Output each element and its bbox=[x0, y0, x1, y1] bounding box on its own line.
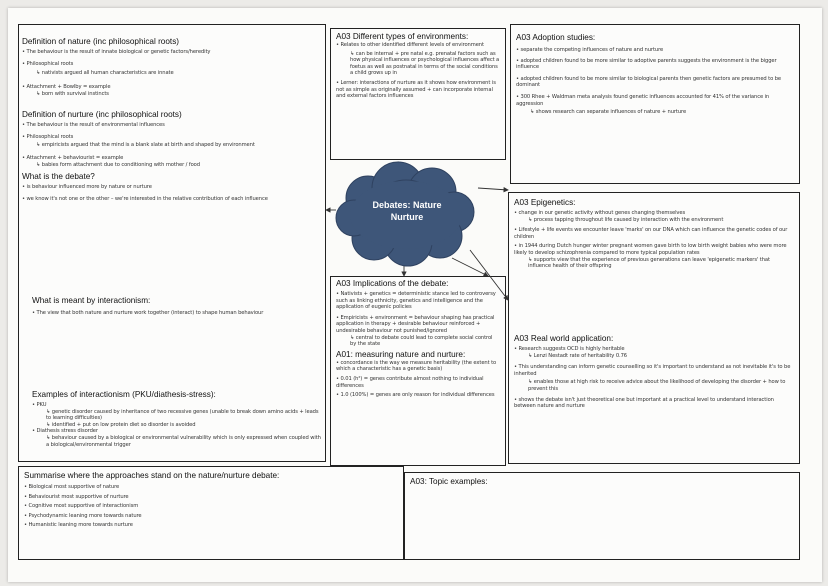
summary-line: • Behaviourist most supportive of nurture bbox=[24, 493, 129, 500]
summary-line: • Biological most supportive of nature bbox=[24, 484, 120, 490]
nurture-heading: Definition of nurture (inc philosophical roots) bbox=[22, 109, 182, 119]
summary-heading: Summarise where the approaches stand on the nature/nurture debate: bbox=[24, 471, 280, 480]
nature-line: • Philosophical roots bbox=[22, 60, 74, 67]
topic-examples-heading: A03: Topic examples: bbox=[410, 477, 488, 486]
environments-line: • Lerner: interactions of nurture as it shows how environment is not as simple as originally assumed + can incorporate internal and external factors influences bbox=[336, 79, 496, 100]
real-world-line: ↳ enables those at high risk to receive advice about the likelihood of developing the disorder + how to prevent this bbox=[528, 379, 786, 392]
examples-line: ↳ identified + put on low protein diet so disorder is avoided bbox=[46, 421, 196, 428]
nurture-line: ↳ empiricists argued that the mind is a blank slate at birth and shaped by environment bbox=[36, 142, 255, 149]
epigenetics-line: • in 1944 during Dutch hunger winter pregnant women gave birth to low birth weight babies who were more likely to develop schizophrenia compared to more typical population rates bbox=[514, 243, 787, 256]
examples-line: ↳ behaviour caused by a biological or environmental vulnerability which is only expressed when coupled with a biological/environmental trigger bbox=[46, 434, 321, 448]
nurture-line: ↳ babies form attachment due to conditioning with mother / food bbox=[36, 162, 200, 169]
examples-line: • PKU bbox=[32, 402, 47, 408]
real-world-line: • Research suggests OCD is highly heritable bbox=[514, 346, 625, 352]
debate-heading: What is the debate? bbox=[22, 171, 95, 181]
adoption-line: • 300 Rhee + Waldman meta analysis found genetic influences accounted for 41% of the variance in aggression bbox=[516, 93, 770, 107]
measuring-heading: A01: measuring nature and nurture: bbox=[336, 349, 466, 359]
adoption-line: • separate the competing influences of nature and nurture bbox=[516, 47, 664, 53]
adoption-line: • adopted children found to be more similar to adoptive parents suggests the environment is the bigger influence bbox=[516, 57, 777, 71]
real-world-line: • This understanding can inform genetic counselling so it's important to understand as not inevitable it's to be inherited bbox=[514, 364, 791, 377]
nature-heading: Definition of nature (inc philosophical roots) bbox=[22, 37, 180, 46]
debate-line: • is behaviour influenced more by nature or nurture bbox=[22, 183, 152, 190]
environments-heading: A03 Different types of environments: bbox=[336, 32, 469, 41]
debate-line: • we know it's not one or the other – we're interested in the relative contribution of each influence bbox=[22, 195, 268, 202]
nature-line: ↳ nativists argued all human characteristics are innate bbox=[36, 70, 174, 77]
implications-line: ↳ central to debate could lead to complete social control by the state bbox=[350, 334, 493, 348]
summary-line: • Cognitive most supportive of interactionism bbox=[24, 503, 139, 510]
interactionism-heading: What is meant by interactionism: bbox=[32, 296, 151, 305]
epigenetics-line: ↳ process tapping throughout life caused by interaction with the environment bbox=[528, 216, 724, 223]
epigenetics-line: ↳ supports view that the experience of previous generations can leave 'epigenetic markers' that influence health of their offspring bbox=[528, 256, 770, 270]
examples-heading: Examples of interactionism (PKU/diathesis-stress): bbox=[32, 390, 216, 399]
real-world-line: ↳ Lenzi Nestadt rate of heritability 0.76 bbox=[528, 352, 627, 359]
examples-line: ↳ genetic disorder caused by inheritance of two recessive genes (unable to break down amino acids + leads to learning difficulties) bbox=[46, 408, 319, 422]
measuring-line: • 0.01 (h²) = genes contribute almost nothing to individual differences bbox=[336, 375, 484, 389]
environments-line: ↳ can be internal + pre natal e.g. prenatal factors such as how physical influences or psychological influences affect a foetus as well as postnatal in terms of the social conditions a child grows up in bbox=[350, 50, 500, 77]
implications-line: • Empiricists + environment = behaviour shaping has practical application in therapy + desirable behaviour reinforced + undesirable behaviour not punished/ignored bbox=[336, 314, 495, 334]
epigenetics-line: • change in our genetic activity without genes changing themselves bbox=[514, 210, 686, 216]
cloud-subtitle: Nurture bbox=[390, 212, 424, 222]
nature-line: • The behaviour is the result of innate biological or genetic factors/heredity bbox=[22, 49, 211, 55]
adoption-heading: A03 Adoption studies: bbox=[516, 33, 596, 42]
nurture-line: • Philosophical roots bbox=[22, 133, 74, 140]
nurture-line: • The behaviour is the result of environmental influences bbox=[22, 121, 165, 128]
summary-line: • Humanistic leaning more towards nurture bbox=[24, 522, 133, 529]
environments-line: • Relates to other identified different levels of environment bbox=[336, 42, 484, 48]
adoption-line: • adopted children found to be more similar to biological parents then genetic factors are presumed to be dominant bbox=[516, 75, 781, 89]
adoption-line: ↳ shows research can separate influences of nature + nurture bbox=[530, 109, 687, 116]
nurture-line: • Attachment + behaviourist = example bbox=[22, 154, 124, 161]
measuring-line: • concordance is the way we measure heritability (the extent to which a characteristic has a genetic basis) bbox=[336, 359, 497, 373]
real-world-heading: A03 Real world application: bbox=[514, 334, 614, 343]
epigenetics-heading: A03 Epigenetics: bbox=[514, 198, 576, 207]
central-cloud bbox=[328, 158, 486, 268]
examples-line: • Diathesis stress disorder bbox=[32, 428, 98, 435]
summary-line: • Psychodynamic leaning more towards nature bbox=[24, 512, 142, 519]
measuring-line: • 1.0 (100%) = genes are only reason for individual differences bbox=[336, 392, 495, 399]
nature-line: • Attachment + Bowlby = example bbox=[22, 83, 111, 90]
implications-line: • Nativists + genetics = deterministic stance led to controversy such as linking ethnicity, genetics and intelligence and the application of eugenic policies bbox=[336, 291, 496, 311]
real-world-line: • shows the debate isn't just theoretical one but important at a practical level to understand interaction between nature and nurture bbox=[514, 396, 774, 410]
nature-line: ↳ born with survival instincts bbox=[36, 91, 109, 98]
epigenetics-line: • Lifestyle + life events we encounter leave 'marks' on our DNA which can influence the genetic codes of our children bbox=[514, 227, 788, 240]
implications-heading: A03 Implications of the debate: bbox=[336, 279, 449, 288]
interactionism-line: • The view that both nature and nurture work together (interact) to shape human behaviour bbox=[32, 310, 264, 316]
cloud-title: Debates: Nature bbox=[372, 200, 442, 210]
